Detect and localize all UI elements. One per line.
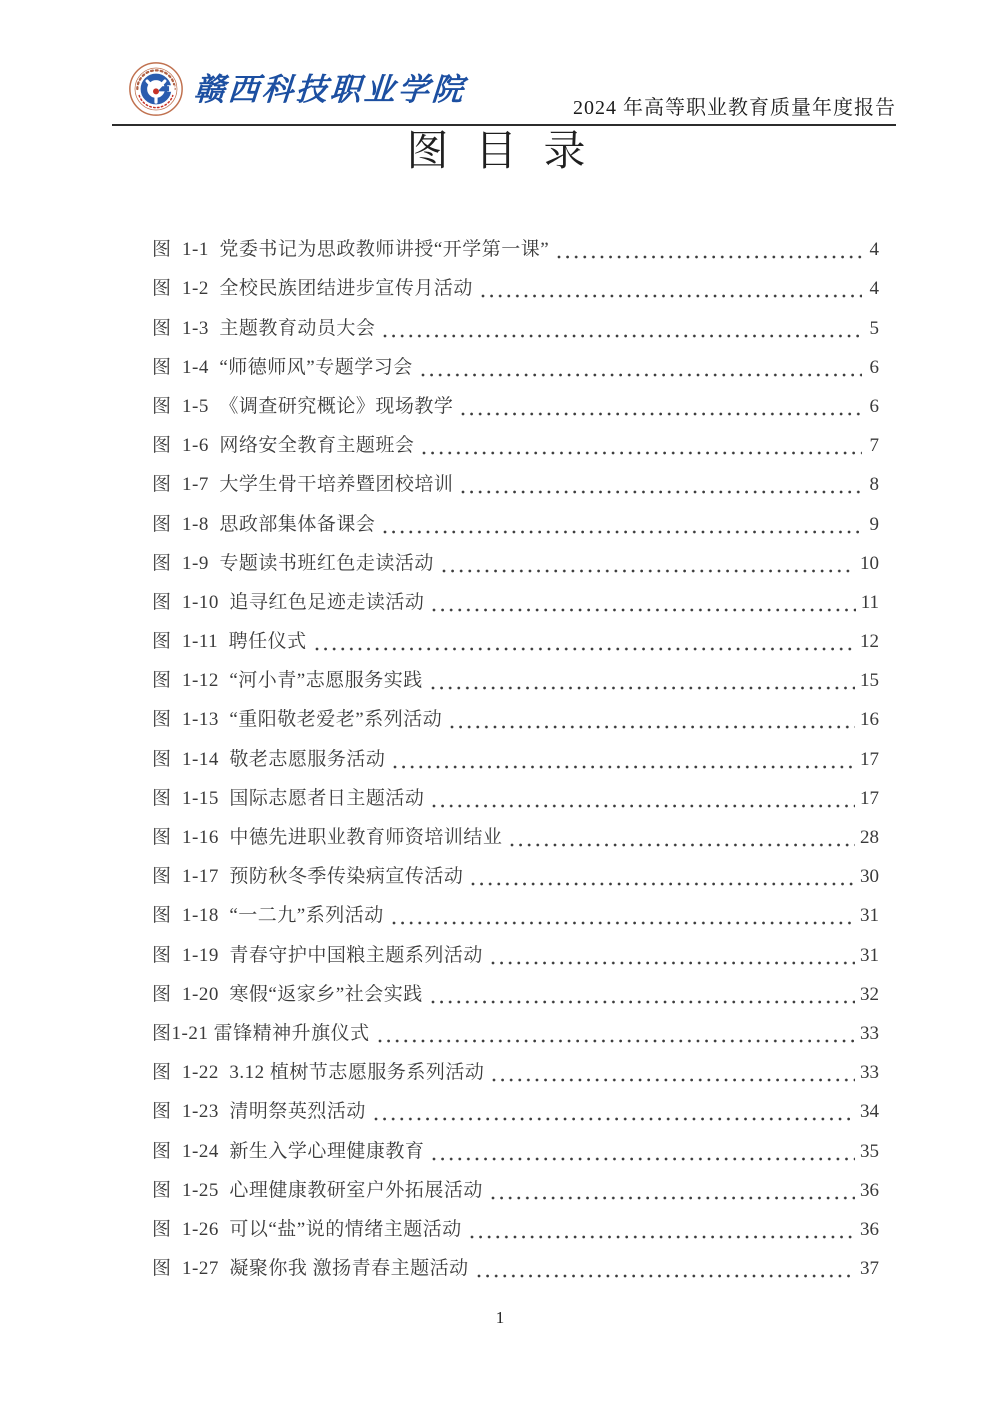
toc-row [112,307,896,346]
toc-row [112,503,896,542]
toc-entry-label: 图 1-16 中德先进职业教育师资培训结业 [152,827,503,848]
toc-row [112,1013,896,1052]
toc-row [112,1248,896,1287]
toc-entry-label: 图 1-2 全校民族团结进步宣传月活动 [152,278,473,300]
toc-row [112,1209,896,1248]
toc-row [112,347,896,386]
toc-entry-page: 30 [860,866,879,888]
toc-entry-label: 图 1-26 可以“盐”说的情绪主题活动 [152,1218,462,1240]
dot-leader [421,373,862,377]
toc-row [112,1091,896,1130]
toc-entry-label: 图 1-3 主题教育动员大会 [152,317,376,339]
page-title: 图 目 录 [406,129,594,175]
toc-entry-label: 图 1-24 新生入学心理健康教育 [152,1140,425,1162]
school-emblem-icon [128,60,184,118]
toc-entry-page: 10 [860,552,879,574]
toc-entry-page: 31 [860,905,879,927]
dot-leader [432,1157,855,1161]
dot-leader [374,1117,855,1121]
toc-row [112,268,896,307]
toc-entry-label: 图 1-11 聘任仪式 [152,631,307,653]
dot-leader [470,1235,855,1239]
toc-entry-page: 33 [860,1022,879,1044]
dot-leader [510,843,855,847]
toc-row [112,1170,896,1209]
footer-page-number: 1 [495,1308,505,1327]
toc-entry-label: 图 1-12 “河小青”志愿服务实践 [152,670,423,692]
toc-entry-page: 33 [860,1062,879,1084]
toc-entry-page: 5 [869,317,879,339]
toc-row [112,699,896,738]
dot-leader [481,294,862,298]
toc-row [112,1130,896,1169]
toc-row [112,660,896,699]
toc-entry-page: 8 [869,474,879,496]
toc-entry-page: 36 [860,1179,879,1201]
toc-entry-label: 图 1-23 清明祭英烈活动 [152,1101,366,1123]
toc-entry-page: 37 [860,1258,879,1280]
toc-entry-label: 图 1-6 网络安全教育主题班会 [152,435,415,457]
toc-entry-page: 36 [860,1218,879,1240]
dot-leader [422,451,862,455]
toc-entry-page: 4 [869,239,879,261]
dot-leader [461,412,862,416]
toc-entry-label: 图 1-27 凝聚你我 激扬青春主题活动 [152,1258,469,1280]
dot-leader [431,686,855,690]
toc-entry-page: 15 [860,670,879,692]
toc-entry-label: 图 1-22 3.12 植树节志愿服务系列活动 [152,1062,485,1084]
toc-entry-page: 31 [860,944,879,966]
toc-entry-page: 9 [869,513,879,535]
toc-entry-label: 图 1-19 青春守护中国粮主题系列活动 [152,944,483,966]
toc-entry-label: 图 1-8 思政部集体备课会 [152,513,376,535]
toc-row [112,425,896,464]
toc-row [112,856,896,895]
toc-entry-label: 图 1-7 大学生骨干培养暨团校培训 [152,474,454,496]
dot-leader [393,765,855,769]
toc-row [112,386,896,425]
page-header [112,58,896,126]
toc-entry-label: 图 1-14 敬老志愿服务活动 [152,748,386,770]
toc-entry-label: 图 1-15 国际志愿者日主题活动 [152,787,425,809]
toc-entry-page: 4 [869,278,879,300]
dot-leader [491,1196,855,1200]
toc-row [112,229,896,268]
toc-row [112,738,896,777]
toc-entry-page: 12 [860,631,879,653]
toc-entry-label: 图 1-13 “重阳敬老爱老”系列活动 [152,709,443,731]
toc-entry-page: 28 [860,827,879,848]
dot-leader [471,882,855,886]
dot-leader [477,1274,855,1278]
dot-leader [442,569,855,573]
dot-leader [557,255,862,259]
toc-entry-page: 35 [860,1140,879,1162]
dot-leader [461,490,862,494]
toc-entry-label: 图 1-17 预防秋冬季传染病宣传活动 [152,866,464,888]
dot-leader [491,961,855,965]
toc-entry-page: 17 [860,787,879,809]
brand [112,60,466,118]
dot-leader [432,804,855,808]
toc-list [112,229,896,1287]
dot-leader [450,725,855,729]
toc-entry-label: 图 1-18 “一二九”系列活动 [152,905,384,927]
report-title: 2024 年高等职业教育质量年度报告 [573,97,896,119]
toc-entry-page: 32 [860,983,879,1005]
toc-entry-page: 6 [869,395,879,417]
toc-entry-page: 11 [860,591,879,613]
toc-row [112,895,896,934]
dot-leader [492,1078,855,1082]
toc-entry-label: 图 1-20 寒假“返家乡”社会实践 [152,983,423,1005]
toc-row [112,621,896,660]
school-name: 赣西科技职业学院 [192,71,468,107]
toc-row [112,778,896,817]
toc-entry-page: 6 [869,356,879,378]
toc-entry-label: 图1-21 雷锋精神升旗仪式 [152,1022,370,1044]
toc-entry-label: 图 1-10 追寻红色足迹走读活动 [152,591,425,613]
toc-row [112,464,896,503]
toc-entry-label: 图 1-4 “师德师风”专题学习会 [152,356,413,378]
toc-entry-label: 图 1-5 《调查研究概论》现场教学 [152,395,454,417]
dot-leader [383,530,862,534]
toc-row [112,543,896,582]
toc-row [112,934,896,973]
toc-entry-label: 图 1-9 专题读书班红色走读活动 [152,552,434,574]
toc-row [112,582,896,621]
toc-entry-label: 图 1-1 党委书记为思政教师讲授“开学第一课” [152,239,550,261]
dot-leader [392,921,855,925]
toc-entry-page: 17 [860,748,879,770]
dot-leader [315,647,855,651]
dot-leader [383,334,862,338]
dot-leader [378,1039,855,1043]
toc-entry-page: 34 [860,1101,879,1123]
dot-leader [432,608,855,612]
toc-row [112,817,896,856]
dot-leader [431,1000,855,1004]
toc-row [112,974,896,1013]
toc-entry-page: 7 [869,435,879,457]
toc-entry-page: 16 [860,709,879,731]
toc-row [112,1052,896,1091]
toc-entry-label: 图 1-25 心理健康教研室户外拓展活动 [152,1179,483,1201]
